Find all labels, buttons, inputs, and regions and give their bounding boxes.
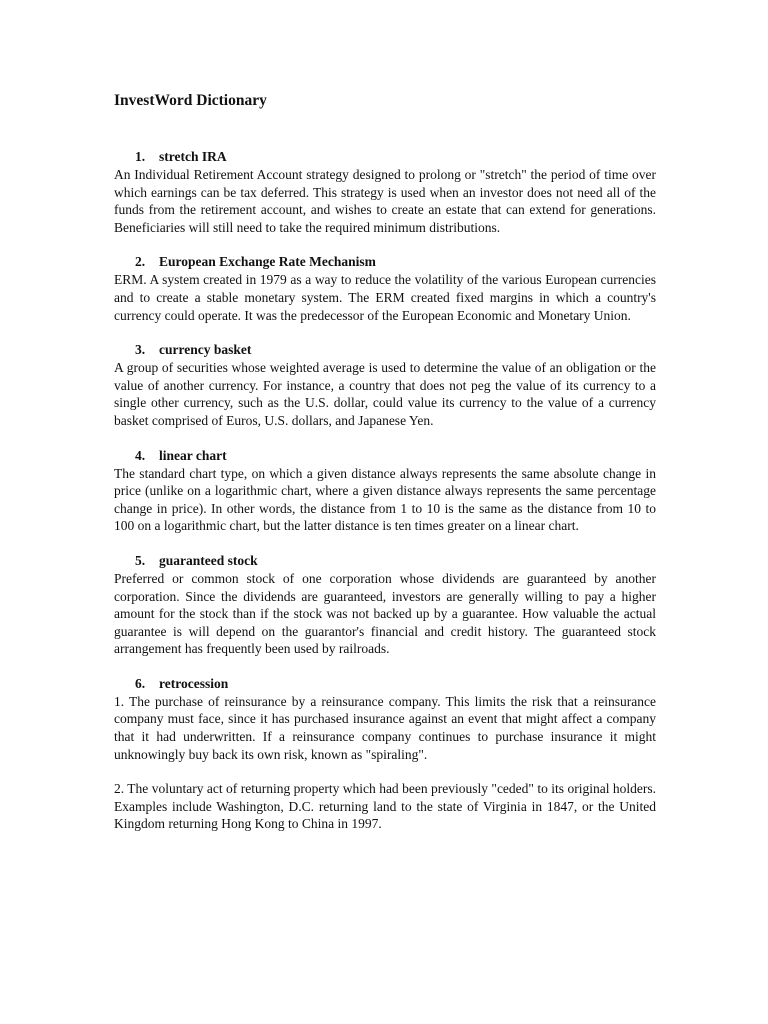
entry-definition: 2. The voluntary act of returning property which had been previously "ceded" to its original holders. Examples include Washington, D.C. returning land to the state of Virginia in 1847, or the United Kingdom returning Hong Kong to China in 1997. <box>114 781 656 832</box>
entry-term: linear chart <box>159 447 227 463</box>
entry-number: 6. <box>135 675 146 691</box>
entry-number: 1. <box>135 149 146 164</box>
entry-term: stretch IRA <box>159 149 227 164</box>
entry-term: European Exchange Rate Mechanism <box>159 254 376 270</box>
entry-guaranteed-stock <box>114 552 656 658</box>
entry-definition: An Individual Retirement Account strategy designed to prolong or "stretch" the period of time over which earnings can be tax deferred. This strategy is used when an investor does not need all of the funds from the retirement account, and wishes to create an estate that can extend for generations. Beneficiaries will still need to take the required minimum distributions. <box>114 167 656 235</box>
entry-definition: 1. The purchase of reinsurance by a reinsurance company. This limits the risk that a reinsurance company must face, since it has purchased insurance against an event that might affect a company that it had underwritten. If a reinsurance company continues to purchase insurance it might unknowingly buy back its own risk, known as "spiraling". <box>114 693 656 762</box>
entry-term: currency basket <box>159 342 252 358</box>
entry-currency-basket <box>114 341 656 429</box>
page-title: InvestWord Dictionary <box>114 92 267 109</box>
entry-retrocession <box>114 675 656 833</box>
entry-linear-chart <box>114 447 656 535</box>
entry-stretch-ira <box>114 148 656 236</box>
entry-heading <box>114 253 656 271</box>
entry-definition: The standard chart type, on which a given distance always represents the same absolute change in price (unlike on a logarithmic chart, where a given distance always represents the same percentage change in price). In other words, the distance from 1 to 10 is the same as the distance from 10 to 100 on a logarithmic chart, but the latter distance is ten times greater on a linear chart. <box>114 465 656 534</box>
document-page <box>114 92 656 850</box>
entry-definition: ERM. A system created in 1979 as a way to reduce the volatility of the various European currencies and to create a stable monetary system. The ERM created fixed margins in which a country's currency could operate. It was the predecessor of the European Economic and Monetary Union. <box>114 272 656 323</box>
entry-number: 5. <box>135 552 146 568</box>
entry-heading <box>114 341 656 359</box>
entry-number: 4. <box>135 447 146 463</box>
entry-term: guaranteed stock <box>159 552 258 568</box>
entry-number: 3. <box>135 342 146 358</box>
entry-european-exchange-rate-mechanism <box>114 253 656 324</box>
entry-heading <box>114 675 656 693</box>
entry-number: 2. <box>135 254 146 270</box>
entry-definition: A group of securities whose weighted average is used to determine the value of an obligation or the value of another currency. For instance, a country that does not peg the value of its currency to a single other currency, such as the U.S. dollar, could value its currency to the value of a currency basket comprised of Euros, U.S. dollars, and Japanese Yen. <box>114 360 656 428</box>
entry-heading <box>114 447 656 465</box>
entry-definition: Preferred or common stock of one corporation whose dividends are guaranteed by another corporation. Since the dividends are guaranteed, investors are generally willing to pay a higher amount for the stock than if the stock was not backed up by a guarantee. How valuable the actual guarantee is will depend on the guarantor's financial and credit history. The guaranteed stock arrangement has frequently been used by railroads. <box>114 570 656 657</box>
entry-heading <box>114 148 656 166</box>
entry-heading <box>114 552 656 570</box>
entry-term: retrocession <box>159 675 229 691</box>
